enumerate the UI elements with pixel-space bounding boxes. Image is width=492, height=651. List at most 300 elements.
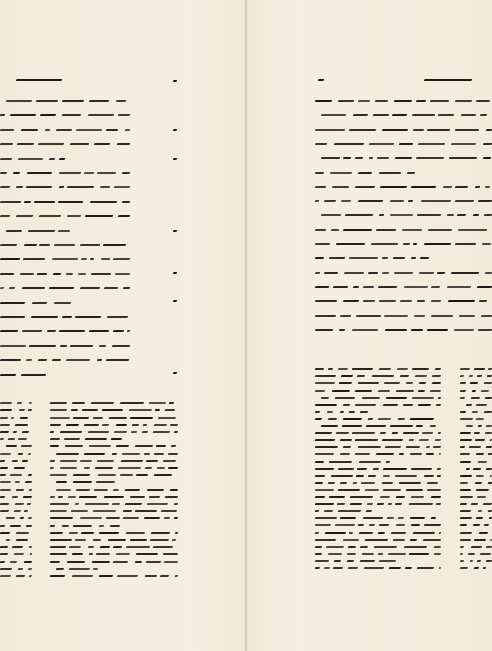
- scribble-word: [436, 404, 441, 406]
- scribble-line: [315, 157, 492, 159]
- scribble-word: [484, 214, 492, 216]
- scribble-word: [89, 100, 110, 102]
- scribble-word: [349, 532, 354, 534]
- left-page: [0, 0, 245, 651]
- scribble-word: [410, 418, 434, 420]
- scribble-word: [477, 375, 482, 377]
- scribble-line: [0, 474, 32, 476]
- scribble-word: [488, 482, 492, 484]
- scribble-word: [485, 397, 492, 399]
- scribble-word: [315, 382, 335, 384]
- scribble-word: [0, 374, 16, 376]
- scribble-line: [460, 425, 492, 427]
- scribble-word: [0, 215, 10, 217]
- scribble-word: [11, 417, 15, 419]
- scribble-word: [170, 424, 179, 426]
- margin-mark: [173, 230, 178, 232]
- scribble-word: [418, 143, 446, 145]
- right-lower-column-b: [460, 368, 492, 578]
- scribble-word: [6, 517, 16, 519]
- scribble-word: [118, 215, 131, 217]
- scribble-word: [428, 229, 453, 231]
- scribble-word: [39, 215, 61, 217]
- scribble-word: [0, 186, 10, 188]
- scribble-word: [395, 524, 404, 526]
- scribble-word: [20, 417, 28, 419]
- scribble-word: [488, 510, 492, 512]
- scribble-word: [93, 510, 116, 512]
- scribble-word: [73, 525, 93, 527]
- scribble-word: [66, 273, 74, 275]
- scribble-word: [315, 503, 335, 505]
- scribble-word: [146, 561, 161, 563]
- scribble-word: [46, 330, 55, 332]
- scribble-word: [358, 172, 373, 174]
- scribble-line: [50, 431, 178, 433]
- scribble-line: [315, 114, 492, 116]
- scribble-word: [66, 215, 81, 217]
- scribble-word: [91, 561, 110, 563]
- scribble-word: [321, 425, 338, 427]
- scribble-word: [405, 446, 420, 448]
- scribble-line: [315, 531, 441, 533]
- scribble-word: [333, 143, 363, 145]
- scribble-word: [0, 158, 12, 160]
- scribble-word: [321, 114, 347, 116]
- scribble-word: [153, 546, 174, 548]
- scribble-word: [0, 481, 12, 483]
- margin-mark: [173, 272, 178, 274]
- scribble-word: [471, 503, 479, 505]
- scribble-word: [0, 438, 4, 440]
- scribble-word: [377, 503, 385, 505]
- scribble-line: [0, 416, 32, 418]
- scribble-line: [0, 330, 130, 332]
- scribble-word: [14, 503, 23, 505]
- scribble-line: [0, 524, 32, 526]
- scribble-word: [460, 489, 471, 491]
- scribble-line: [315, 382, 441, 384]
- scribble-word: [39, 114, 56, 116]
- scribble-line: [460, 553, 492, 555]
- right-lower-column-a: [315, 368, 441, 578]
- scribble-word: [471, 397, 480, 399]
- scribble-line: [460, 531, 492, 533]
- scribble-word: [130, 417, 153, 419]
- scribble-word: [359, 532, 374, 534]
- margin-mark: [173, 158, 178, 160]
- scribble-word: [315, 468, 334, 470]
- scribble-line: [460, 382, 492, 384]
- scribble-word: [430, 496, 441, 498]
- scribble-word: [430, 100, 450, 102]
- scribble-word: [471, 546, 482, 548]
- scribble-word: [324, 510, 333, 512]
- scribble-word: [486, 446, 492, 448]
- scribble-word: [0, 409, 13, 411]
- scribble-word: [375, 100, 389, 102]
- scribble-word: [417, 300, 425, 302]
- scribble-word: [351, 329, 378, 331]
- scribble-word: [358, 524, 364, 526]
- scribble-word: [475, 482, 482, 484]
- scribble-line: [0, 517, 32, 519]
- scribble-word: [460, 510, 472, 512]
- scribble-line: [0, 460, 32, 462]
- scribble-line: [460, 482, 492, 484]
- scribble-word: [418, 439, 428, 441]
- scribble-word: [28, 546, 32, 548]
- scribble-word: [355, 157, 364, 159]
- scribble-word: [134, 510, 156, 512]
- scribble-word: [337, 100, 354, 102]
- scribble-word: [362, 397, 380, 399]
- scribble-word: [379, 300, 397, 302]
- scribble-word: [475, 453, 483, 455]
- scribble-word: [419, 382, 427, 384]
- scribble-word: [58, 186, 63, 188]
- scribble-word: [99, 345, 107, 347]
- scribble-word: [390, 425, 413, 427]
- scribble-word: [315, 286, 330, 288]
- scribble-word: [348, 546, 357, 548]
- scribble-word: [0, 316, 26, 318]
- scribble-word: [58, 230, 71, 232]
- scribble-word: [371, 243, 399, 245]
- scribble-word: [144, 453, 150, 455]
- scribble-word: [379, 524, 390, 526]
- scribble-line: [0, 359, 130, 361]
- scribble-line: [50, 539, 178, 541]
- scribble-word: [0, 143, 13, 145]
- scribble-word: [315, 315, 337, 317]
- scribble-word: [116, 445, 129, 447]
- scribble-word: [0, 114, 6, 116]
- scribble-word: [475, 100, 490, 102]
- scribble-word: [362, 553, 374, 555]
- scribble-word: [26, 172, 52, 174]
- scribble-word: [146, 489, 164, 491]
- scribble-line: [460, 538, 492, 540]
- scribble-word: [315, 439, 336, 441]
- scribble-word: [476, 475, 484, 477]
- scribble-word: [473, 468, 481, 470]
- scribble-word: [363, 300, 375, 302]
- scribble-line: [315, 553, 441, 555]
- scribble-word: [54, 244, 76, 246]
- scribble-word: [460, 475, 473, 477]
- scribble-word: [23, 496, 32, 498]
- scribble-line: [315, 186, 492, 188]
- scribble-word: [22, 431, 30, 433]
- scribble-word: [50, 539, 72, 541]
- scribble-word: [104, 287, 118, 289]
- scribble-word: [163, 553, 178, 555]
- scribble-word: [405, 489, 422, 491]
- scribble-word: [71, 510, 89, 512]
- scribble-word: [359, 461, 381, 463]
- scribble-word: [102, 244, 125, 246]
- scribble-word: [89, 330, 110, 332]
- scribble-word: [64, 438, 80, 440]
- scribble-word: [367, 503, 374, 505]
- scribble-word: [347, 553, 356, 555]
- scribble-word: [83, 467, 89, 469]
- scribble-word: [121, 172, 130, 174]
- scribble-word: [353, 114, 368, 116]
- scribble-line: [0, 244, 130, 246]
- scribble-word: [484, 411, 492, 413]
- scribble-word: [418, 404, 432, 406]
- scribble-word: [357, 468, 368, 470]
- scribble-word: [131, 431, 137, 433]
- scribble-line: [0, 258, 130, 260]
- scribble-word: [358, 446, 382, 448]
- scribble-word: [334, 560, 341, 562]
- scribble-word: [417, 567, 434, 569]
- scribble-word: [360, 411, 369, 413]
- scribble-line: [315, 286, 492, 288]
- scribble-line: [0, 532, 32, 534]
- scribble-word: [386, 461, 391, 463]
- scribble-line: [315, 243, 492, 245]
- scribble-word: [358, 382, 379, 384]
- scribble-word: [150, 539, 169, 541]
- scribble-word: [355, 186, 376, 188]
- scribble-word: [480, 114, 487, 116]
- scribble-word: [56, 568, 64, 570]
- scribble-word: [384, 329, 407, 331]
- scribble-line: [315, 560, 396, 562]
- scribble-word: [126, 532, 145, 534]
- scribble-word: [460, 461, 472, 463]
- scribble-line: [460, 503, 492, 505]
- scribble-word: [394, 272, 414, 274]
- scribble-word: [398, 517, 404, 519]
- scribble-word: [28, 474, 32, 476]
- scribble-word: [412, 532, 435, 534]
- scribble-word: [71, 409, 78, 411]
- scribble-word: [396, 390, 414, 392]
- scribble-word: [0, 172, 8, 174]
- scribble-word: [377, 553, 382, 555]
- scribble-word: [434, 546, 441, 548]
- scribble-word: [460, 482, 469, 484]
- scribble-word: [175, 575, 178, 577]
- scribble-word: [460, 496, 473, 498]
- scribble-word: [414, 375, 426, 377]
- scribble-word: [315, 446, 338, 448]
- scribble-line: [0, 496, 32, 498]
- scribble-word: [18, 438, 28, 440]
- scribble-word: [0, 496, 6, 498]
- scribble-word: [111, 503, 120, 505]
- scribble-word: [148, 402, 165, 404]
- scribble-word: [424, 243, 451, 245]
- scribble-word: [486, 468, 492, 470]
- scribble-word: [110, 525, 120, 527]
- scribble-word: [482, 243, 492, 245]
- scribble-word: [420, 200, 451, 202]
- scribble-word: [28, 409, 32, 411]
- scribble-word: [365, 425, 385, 427]
- scribble-word: [371, 375, 393, 377]
- scribble-word: [69, 568, 90, 570]
- scribble-line: [0, 402, 32, 404]
- scribble-word: [342, 539, 358, 541]
- scribble-line: [0, 481, 32, 483]
- scribble-word: [454, 329, 475, 331]
- left-lower-column-b: [50, 402, 178, 586]
- scribble-word: [72, 402, 85, 404]
- scribble-word: [378, 390, 391, 392]
- scribble-word: [96, 359, 102, 361]
- scribble-word: [429, 425, 435, 427]
- scribble-line: [0, 302, 70, 304]
- scribble-word: [146, 460, 159, 462]
- scribble-word: [329, 461, 352, 463]
- scribble-word: [65, 445, 84, 447]
- scribble-word: [315, 475, 325, 477]
- scribble-word: [154, 474, 172, 476]
- scribble-word: [115, 100, 126, 102]
- scribble-word: [127, 330, 130, 332]
- scribble-word: [14, 553, 24, 555]
- scribble-line: [0, 374, 50, 376]
- scribble-word: [0, 453, 11, 455]
- scribble-word: [460, 517, 472, 519]
- scribble-word: [358, 200, 383, 202]
- scribble-word: [411, 496, 425, 498]
- scribble-word: [80, 517, 102, 519]
- scribble-word: [454, 129, 479, 131]
- scribble-word: [406, 382, 414, 384]
- scribble-line: [0, 539, 32, 541]
- scribble-word: [88, 431, 109, 433]
- scribble-word: [6, 539, 11, 541]
- scribble-line: [460, 404, 492, 406]
- scribble-word: [460, 411, 466, 413]
- scribble-word: [10, 114, 37, 116]
- scribble-word: [388, 567, 401, 569]
- scribble-word: [431, 300, 441, 302]
- scribble-word: [168, 467, 178, 469]
- scribble-word: [329, 496, 345, 498]
- scribble-word: [0, 273, 15, 275]
- scribble-word: [356, 475, 365, 477]
- scribble-line: [460, 489, 492, 491]
- scribble-word: [16, 215, 34, 217]
- scribble-word: [315, 517, 337, 519]
- scribble-word: [333, 567, 343, 569]
- scribble-word: [0, 244, 18, 246]
- scribble-word: [315, 390, 326, 392]
- scribble-word: [60, 460, 77, 462]
- scribble-word: [331, 390, 350, 392]
- scribble-word: [450, 272, 479, 274]
- scribble-word: [56, 481, 67, 483]
- scribble-word: [93, 489, 107, 491]
- scribble-word: [171, 445, 176, 447]
- scribble-line: [315, 172, 419, 174]
- scribble-word: [460, 390, 467, 392]
- scribble-word: [315, 143, 328, 145]
- scribble-word: [411, 114, 434, 116]
- scribble-word: [321, 157, 340, 159]
- scribble-word: [120, 402, 144, 404]
- scribble-word: [80, 460, 93, 462]
- scribble-word: [50, 467, 55, 469]
- scribble-word: [67, 186, 95, 188]
- scribble-word: [0, 553, 8, 555]
- scribble-word: [335, 397, 356, 399]
- scribble-word: [0, 129, 15, 131]
- scribble-word: [21, 129, 39, 131]
- scribble-word: [61, 100, 84, 102]
- scribble-word: [460, 397, 466, 399]
- scribble-word: [460, 368, 470, 370]
- scribble-word: [50, 460, 56, 462]
- right-page: [248, 0, 492, 651]
- scribble-word: [328, 257, 345, 259]
- scribble-word: [10, 525, 21, 527]
- scribble-line: [315, 489, 441, 491]
- scribble-word: [15, 575, 25, 577]
- scribble-word: [383, 404, 398, 406]
- scribble-line: [50, 481, 115, 483]
- scribble-word: [379, 496, 389, 498]
- scribble-line: [0, 445, 32, 447]
- scribble-word: [79, 496, 97, 498]
- scribble-word: [61, 114, 81, 116]
- scribble-word: [389, 214, 413, 216]
- scribble-word: [488, 368, 492, 370]
- scribble-word: [170, 489, 178, 491]
- scribble-word: [393, 257, 406, 259]
- scribble-line: [50, 452, 178, 454]
- scribble-word: [481, 390, 489, 392]
- scribble-word: [342, 425, 363, 427]
- scribble-line: [50, 546, 178, 548]
- scribble-word: [432, 382, 442, 384]
- scribble-word: [88, 546, 94, 548]
- scribble-line: [50, 553, 178, 555]
- scribble-word: [73, 474, 91, 476]
- scribble-line: [50, 445, 178, 447]
- scribble-word: [97, 172, 117, 174]
- scribble-word: [102, 424, 110, 426]
- scribble-word: [472, 411, 478, 413]
- scribble-word: [355, 390, 372, 392]
- scribble-word: [337, 468, 354, 470]
- scribble-word: [167, 453, 178, 455]
- scribble-word: [22, 460, 28, 462]
- scribble-word: [104, 496, 125, 498]
- scribble-word: [98, 575, 113, 577]
- scribble-word: [145, 467, 153, 469]
- scribble-word: [17, 402, 22, 404]
- scribble-word: [315, 418, 323, 420]
- scribble-word: [135, 445, 153, 447]
- scribble-word: [58, 496, 63, 498]
- scribble-word: [395, 475, 418, 477]
- scribble-line: [315, 524, 441, 526]
- scribble-word: [460, 446, 465, 448]
- scribble-word: [434, 439, 441, 441]
- scribble-word: [163, 561, 178, 563]
- scribble-word: [0, 287, 4, 289]
- scribble-word: [336, 243, 365, 245]
